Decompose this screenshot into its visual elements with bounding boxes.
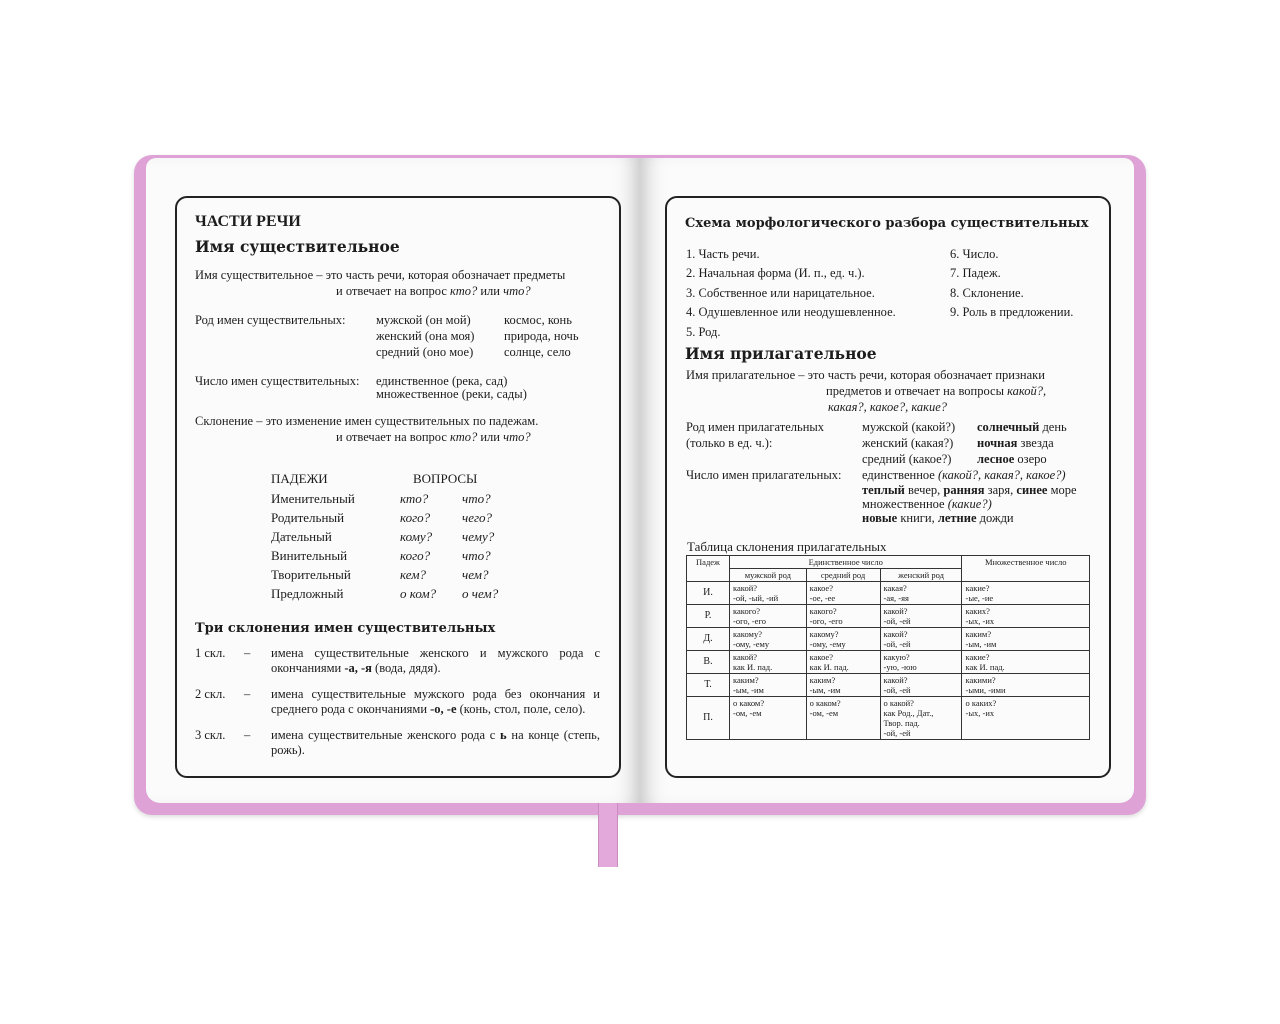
- scheme-item: 3. Собственное или нарицательное.: [686, 286, 875, 300]
- header-case: Падеж: [687, 556, 730, 582]
- table-cell: какой? как И. пад.: [730, 651, 807, 674]
- table-cell: какую? -ую, -юю: [880, 651, 962, 674]
- table-cell-case: Т.: [687, 674, 730, 697]
- table-cell-case: И.: [687, 582, 730, 605]
- adjective-gender-label: Род имен прилагательных: [686, 420, 825, 434]
- adjective-gender-fem: женский (какая?): [862, 436, 954, 450]
- noun-gender-fem: женский (она моя): [376, 329, 475, 343]
- case-question-inanimate: чему?: [462, 529, 495, 544]
- adjective-gender-masc: мужской (какой?): [862, 420, 956, 434]
- table-cell: какие? -ые, -ие: [962, 582, 1090, 605]
- declension-1-text: имена существительные женского и мужского рода с окончаниями -а, -я (вода, дядя).: [271, 646, 600, 675]
- table-cell: какие? как И. пад.: [962, 651, 1090, 674]
- table-cell-case: П.: [687, 697, 730, 740]
- noun-gender-label: Род имен существительных:: [195, 313, 346, 327]
- scheme-item: 1. Часть речи.: [686, 247, 760, 261]
- case-question-inanimate: что?: [462, 548, 491, 563]
- case-question-animate: кого?: [400, 548, 431, 563]
- adjective-singular-example: теплый вечер, ранняя заря, синее море: [862, 483, 1077, 497]
- table-cell: каким? -ым, -им: [962, 628, 1090, 651]
- scheme-item: 6. Число.: [950, 247, 999, 261]
- adjective-declension-table: [686, 555, 1090, 740]
- case-question-animate: кем?: [400, 567, 426, 582]
- noun-definition-cont: и отвечает на вопрос кто? или что?: [336, 284, 531, 298]
- declension-definition: Склонение – это изменение имен существительных по падежам.: [195, 414, 539, 428]
- case-question-animate: кого?: [400, 510, 431, 525]
- noun-definition: Имя существительное – это часть речи, которая обозначает предметы: [195, 268, 566, 282]
- adjective-number-label: Число имен прилагательных:: [686, 468, 842, 482]
- declension-2-text: имена существительные мужского рода без окончания и среднего рода с окончаниями -о, -е (конь, стол, поле, село).: [271, 687, 600, 716]
- case-question-animate: кому?: [400, 529, 433, 544]
- header-feminine: женский род: [880, 569, 962, 582]
- table-cell: какому? -ому, -ему: [730, 628, 807, 651]
- table-cell: какое? -ое, -ее: [806, 582, 880, 605]
- table-cell: каким? -ым, -им: [730, 674, 807, 697]
- table-cell: о каком? -ом, -ем: [806, 697, 880, 740]
- case-name: Предложный: [271, 586, 344, 601]
- table-cell: каких? -ых, -их: [962, 605, 1090, 628]
- table-cell: какой? -ой, -ый, -ий: [730, 582, 807, 605]
- declension-definition-cont: и отвечает на вопрос кто? или что?: [336, 430, 531, 444]
- scheme-item: 5. Род.: [686, 325, 721, 339]
- three-declensions-title: Три склонения имен существительных: [195, 621, 496, 636]
- adjective-number-plural: множественное (какие?): [862, 497, 992, 511]
- table-row: [687, 628, 1090, 651]
- dash: –: [244, 646, 251, 660]
- case-question-inanimate: чего?: [462, 510, 493, 525]
- case-name: Творительный: [271, 567, 351, 582]
- adjective-definition: Имя прилагательное – это часть речи, которая обозначает признаки: [686, 368, 1045, 382]
- adjective-gender-example: солнечный день: [977, 420, 1067, 434]
- scheme-item: 7. Падеж.: [950, 266, 1001, 280]
- table-cell: какого? -ого, -его: [730, 605, 807, 628]
- scheme-item: 8. Склонение.: [950, 286, 1024, 300]
- table-cell: какой? -ой, -ей: [880, 605, 962, 628]
- declension-3-text: имена существительные женского рода с ь на конце (степь, рожь).: [271, 728, 601, 757]
- case-question-inanimate: чем?: [462, 567, 489, 582]
- adjective-definition-questions: какая?, какое?, какие?: [828, 400, 948, 414]
- table-row: [687, 582, 1090, 605]
- table-cell: о каких? -ых, -их: [962, 697, 1090, 740]
- case-question-inanimate: что?: [462, 491, 491, 506]
- table-row: [687, 605, 1090, 628]
- header-plural: Множественное число: [962, 556, 1090, 582]
- declension-2-label: 2 скл.: [195, 687, 226, 701]
- scheme-item: 4. Одушевленное или неодушевленное.: [686, 305, 896, 319]
- declension-1-label: 1 скл.: [195, 646, 226, 660]
- scheme-item: 2. Начальная форма (И. п., ед. ч.).: [686, 266, 865, 280]
- adjective-definition-cont: предметов и отвечает на вопросы какой?,: [826, 384, 1047, 398]
- section-title-noun: Имя существительное: [195, 237, 400, 256]
- questions-header: ВОПРОСЫ: [413, 471, 478, 486]
- case-name: Дательный: [271, 529, 332, 544]
- table-cell-case: Д.: [687, 628, 730, 651]
- table-cell: каким? -ым, -им: [806, 674, 880, 697]
- table-cell-case: Р.: [687, 605, 730, 628]
- case-name: Именительный: [271, 491, 355, 506]
- noun-number-label: Число имен существительных:: [195, 374, 360, 388]
- noun-number-singular: единственное (река, сад): [376, 374, 508, 388]
- declension-table-title: Таблица склонения прилагательных: [687, 539, 887, 554]
- table-row: [687, 651, 1090, 674]
- table-row: [687, 697, 1090, 740]
- noun-number-plural: множественное (реки, сады): [376, 387, 527, 401]
- section-title-adjective: Имя прилагательное: [685, 344, 877, 363]
- table-cell: о каком? -ом, -ем: [730, 697, 807, 740]
- scheme-item: 9. Роль в предложении.: [950, 305, 1074, 319]
- table-header-row: [687, 556, 1090, 569]
- case-question-inanimate: о чем?: [462, 586, 499, 601]
- dash: –: [244, 687, 251, 701]
- page-title: ЧАСТИ РЕЧИ: [195, 213, 301, 230]
- noun-gender-neut: средний (оно мое): [376, 345, 474, 359]
- adjective-gender-label-cont: (только в ед. ч.):: [686, 436, 773, 450]
- noun-gender-example: природа, ночь: [504, 329, 579, 343]
- scheme-title: Схема морфологического разбора существительных: [685, 216, 1089, 231]
- case-name: Винительный: [271, 548, 348, 563]
- cases-header: ПАДЕЖИ: [271, 471, 328, 486]
- noun-gender-masc: мужской (он мой): [376, 313, 471, 327]
- adjective-number-singular: единственное (какой?, какая?, какое?): [862, 468, 1066, 482]
- header-masculine: мужской род: [730, 569, 807, 582]
- declension-3-label: 3 скл.: [195, 728, 226, 742]
- adjective-gender-neut: средний (какое?): [862, 452, 952, 466]
- case-name: Родительный: [271, 510, 345, 525]
- bookmark-ribbon: [598, 795, 618, 867]
- table-cell: какого? -ого, -его: [806, 605, 880, 628]
- adjective-gender-example: лесное озеро: [977, 452, 1047, 466]
- noun-gender-example: солнце, село: [504, 345, 571, 359]
- header-singular: Единственное число: [730, 556, 962, 569]
- case-question-animate: кто?: [400, 491, 429, 506]
- dash: –: [244, 728, 251, 742]
- adjective-gender-example: ночная звезда: [977, 436, 1054, 450]
- table-cell: какой? -ой, -ей: [880, 674, 962, 697]
- case-question-animate: о ком?: [400, 586, 437, 601]
- table-cell: какому? -ому, -ему: [806, 628, 880, 651]
- table-cell-case: В.: [687, 651, 730, 674]
- table-cell: о какой? как Род., Дат., Твор. пад. -ой, -ей: [880, 697, 962, 740]
- adjective-plural-example: новые книги, летние дожди: [862, 511, 1014, 525]
- header-neuter: средний род: [806, 569, 880, 582]
- table-row: [687, 674, 1090, 697]
- table-cell: какое? как И. пад.: [806, 651, 880, 674]
- noun-gender-example: космос, конь: [504, 313, 572, 327]
- table-cell: какой? -ой, -ей: [880, 628, 962, 651]
- table-cell: какими? -ыми, -ими: [962, 674, 1090, 697]
- table-cell: какая? -ая, -яя: [880, 582, 962, 605]
